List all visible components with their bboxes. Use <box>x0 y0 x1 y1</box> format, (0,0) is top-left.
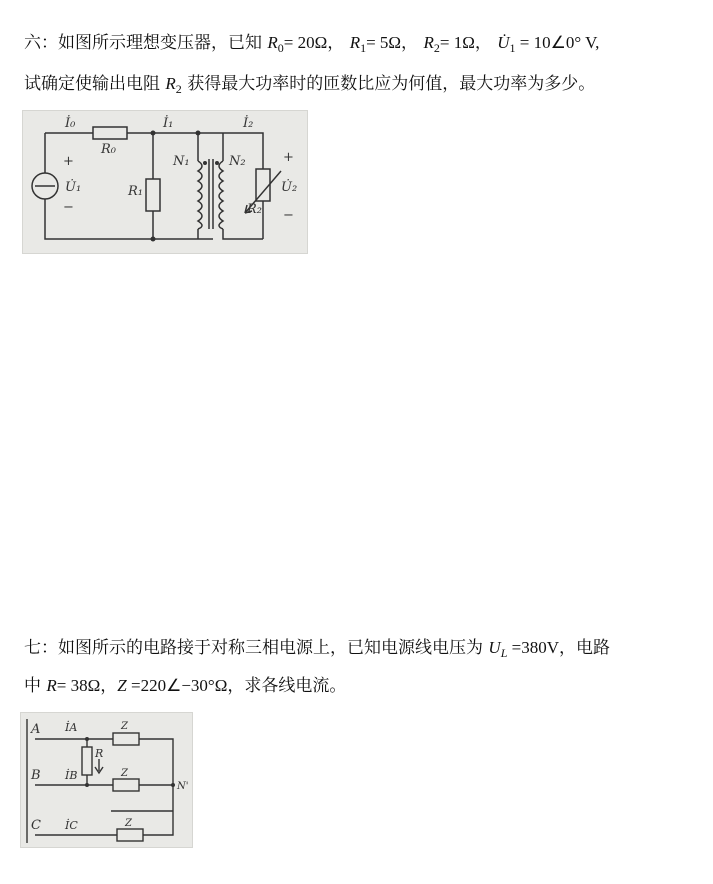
r1-label: R₁ <box>128 184 143 199</box>
u2-minus-label: − <box>283 208 294 223</box>
phase-b-label: B <box>31 768 41 783</box>
problem6-lead: 如图所示理想变压器，已知 <box>58 33 268 53</box>
r0-subscript: 0 <box>277 41 284 55</box>
r2-symbol: R <box>423 33 434 52</box>
ia-label: İA <box>65 721 78 734</box>
i0-label: İ₀ <box>65 116 76 131</box>
r2-value: = 1Ω， <box>439 33 492 52</box>
u1-value: = 10∠0° V, <box>515 33 600 52</box>
problem7-line2-pre: 中 <box>24 676 47 696</box>
z-symbol: Z <box>117 676 127 695</box>
three-phase-circuit-diagram <box>21 713 192 847</box>
ul-subscript: L <box>500 646 508 660</box>
ic-label: İC <box>65 819 78 832</box>
phase-c-label: C <box>31 818 41 833</box>
r2-subscript: 2 <box>433 41 440 55</box>
problem6-line2 <box>24 72 695 101</box>
problem7-label: 七： <box>24 638 58 658</box>
problem6-line2-post: 获得最大功率时的匝数比应为何值，最大功率为多少。 <box>181 74 596 94</box>
problem6-line2-r2-subscript: 2 <box>175 82 182 96</box>
r0-symbol: R <box>267 33 278 52</box>
problem7-line1 <box>24 636 695 665</box>
r-symbol: R <box>46 676 57 695</box>
u2-plus-label: + <box>283 150 294 165</box>
za-label: Z <box>121 721 128 732</box>
r0-value: = 20Ω， <box>283 33 345 52</box>
r1-subscript: 1 <box>360 41 367 55</box>
ul-value: =380V，电路 <box>507 638 610 657</box>
ul-symbol: U <box>488 638 501 657</box>
i1-label: İ₁ <box>163 116 174 131</box>
problem6-line2-r2-symbol: R <box>165 74 176 93</box>
u1-symbol: U̇ <box>497 33 510 52</box>
ib-label: İB <box>65 769 78 782</box>
u1-plus-label: + <box>63 154 74 169</box>
zc-label: Z <box>125 818 132 829</box>
z-value: =220∠−30°Ω，求各线电流。 <box>126 676 347 695</box>
u1-label: U̇₁ <box>65 180 82 195</box>
problem6-line1 <box>24 31 695 60</box>
phase-a-label: A <box>31 722 41 737</box>
neutral-label: N' <box>177 781 189 792</box>
r-label: R <box>95 747 104 760</box>
u1-subscript: 1 <box>509 41 516 55</box>
r1-symbol: R <box>349 33 361 52</box>
problem7-lead: 如图所示的电路接于对称三相电源上，已知电源线电压为 <box>58 638 489 658</box>
n2-label: N₂ <box>229 154 246 169</box>
r0-label: R₀ <box>101 142 116 157</box>
r-value: = 38Ω， <box>56 676 118 695</box>
transformer-circuit-figure <box>22 110 308 254</box>
r1-value: = 5Ω， <box>366 33 419 52</box>
u2-label: U̇₂ <box>281 180 298 195</box>
three-phase-circuit-figure <box>20 712 193 848</box>
transformer-circuit-diagram <box>23 111 307 253</box>
n1-label: N₁ <box>173 154 190 169</box>
problem7-line2 <box>24 674 695 698</box>
r2-label: R₂ <box>247 202 262 217</box>
problem6-line2-pre: 试确定使输出电阻 <box>24 74 166 94</box>
i2-label: İ₂ <box>243 116 254 131</box>
problem6-label: 六： <box>24 33 58 53</box>
zb-label: Z <box>121 768 128 779</box>
u1-minus-label: − <box>63 200 74 215</box>
